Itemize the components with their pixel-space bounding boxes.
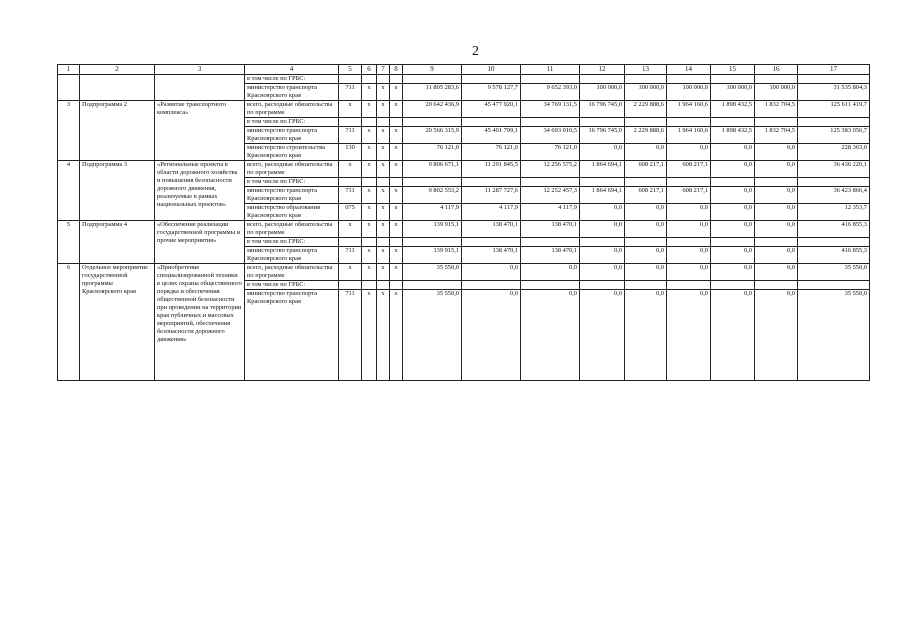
column-header: 11 <box>521 65 580 75</box>
table-row <box>58 161 870 178</box>
value-cell: 0,0 <box>711 144 755 161</box>
value-cell: 228 363,0 <box>798 144 870 161</box>
value-cell: х <box>390 264 403 281</box>
value-cell <box>339 178 362 187</box>
value-cell: х <box>390 221 403 238</box>
column-header: 2 <box>80 65 155 75</box>
program-name-cell: Подпрограмма 3 <box>80 161 155 221</box>
value-cell: 0,0 <box>667 247 711 264</box>
table-row <box>58 75 870 84</box>
value-cell: 1 898 432,5 <box>711 101 755 118</box>
column-header: 3 <box>155 65 245 75</box>
column-header: 17 <box>798 65 870 75</box>
value-cell: 711 <box>339 84 362 101</box>
value-cell: 0,0 <box>711 204 755 221</box>
value-cell: 9 806 671,1 <box>403 161 462 178</box>
description-cell: министерство транспорта Красноярского края <box>245 290 339 381</box>
value-cell: 76 121,0 <box>403 144 462 161</box>
value-cell: х <box>377 144 390 161</box>
value-cell: х <box>362 264 377 281</box>
value-cell <box>711 75 755 84</box>
description-cell: министерство образования Красноярского края <box>245 204 339 221</box>
value-cell: 1 832 704,5 <box>755 101 798 118</box>
value-cell <box>711 281 755 290</box>
value-cell: х <box>390 144 403 161</box>
value-cell <box>580 281 625 290</box>
program-title-cell: «Региональные проекты в области дорожного хозяйства и повышения безопасности дорожного движения, реализуемые в рамках национальных проектов» <box>155 161 245 221</box>
value-cell <box>667 75 711 84</box>
value-cell: 2 229 888,6 <box>625 101 667 118</box>
value-cell <box>755 118 798 127</box>
value-cell <box>580 238 625 247</box>
value-cell: х <box>362 144 377 161</box>
value-cell <box>625 281 667 290</box>
value-cell: 0,0 <box>580 290 625 381</box>
column-header: 5 <box>339 65 362 75</box>
description-cell: министерство транспорта Красноярского края <box>245 84 339 101</box>
value-cell <box>390 281 403 290</box>
program-name-cell: Подпрограмма 2 <box>80 101 155 161</box>
value-cell: х <box>339 161 362 178</box>
value-cell: 608 217,1 <box>625 161 667 178</box>
description-cell: министерство транспорта Красноярского края <box>245 187 339 204</box>
value-cell: 416 855,3 <box>798 247 870 264</box>
description-cell: всего, расходные обязательства по программе <box>245 161 339 178</box>
value-cell: 0,0 <box>711 187 755 204</box>
value-cell: х <box>362 101 377 118</box>
program-title-cell: «Приобретение специализированной техники в целях охраны общественного порядка и обеспечения общественной безопасности при проведении на территории края публичных и массовых мероприятий, обеспечения безопасности дорожного движения» <box>155 264 245 381</box>
value-cell: 31 535 804,3 <box>798 84 870 101</box>
value-cell: 1 964 160,6 <box>667 101 711 118</box>
description-cell: в том числе по ГРБС: <box>245 281 339 290</box>
value-cell: 36 423 866,4 <box>798 187 870 204</box>
value-cell: х <box>362 187 377 204</box>
value-cell: 138 470,1 <box>521 247 580 264</box>
value-cell: х <box>377 101 390 118</box>
description-cell: министерство строительства Красноярского края <box>245 144 339 161</box>
value-cell: х <box>362 247 377 264</box>
value-cell: 0,0 <box>667 144 711 161</box>
value-cell <box>462 178 521 187</box>
value-cell <box>339 238 362 247</box>
table-row <box>58 101 870 118</box>
value-cell <box>403 178 462 187</box>
value-cell <box>521 118 580 127</box>
value-cell <box>362 118 377 127</box>
table-header <box>58 65 870 75</box>
value-cell <box>580 118 625 127</box>
value-cell: 138 470,1 <box>462 247 521 264</box>
column-header: 9 <box>403 65 462 75</box>
value-cell <box>462 281 521 290</box>
value-cell: х <box>377 290 390 381</box>
value-cell <box>625 75 667 84</box>
value-cell: 711 <box>339 127 362 144</box>
value-cell <box>798 281 870 290</box>
value-cell <box>362 75 377 84</box>
value-cell: 138 470,1 <box>521 221 580 238</box>
value-cell: 125 611 419,7 <box>798 101 870 118</box>
table-body <box>58 75 870 381</box>
column-header: 4 <box>245 65 339 75</box>
value-cell <box>521 75 580 84</box>
value-cell: 0,0 <box>521 264 580 281</box>
value-cell: 125 383 056,7 <box>798 127 870 144</box>
value-cell: х <box>362 221 377 238</box>
program-title-cell <box>155 75 245 101</box>
value-cell: 608 217,1 <box>625 187 667 204</box>
value-cell: х <box>390 84 403 101</box>
value-cell <box>755 75 798 84</box>
value-cell <box>755 238 798 247</box>
program-title-cell: «Развитие транспортного комплекса» <box>155 101 245 161</box>
value-cell: 0,0 <box>625 221 667 238</box>
value-cell: х <box>362 161 377 178</box>
value-cell: 100 000,0 <box>580 84 625 101</box>
value-cell: 0,0 <box>462 290 521 381</box>
value-cell: х <box>390 247 403 264</box>
value-cell: 12 252 457,3 <box>521 187 580 204</box>
value-cell: 608 217,1 <box>667 187 711 204</box>
value-cell: 100 000,0 <box>625 84 667 101</box>
column-header: 1 <box>58 65 80 75</box>
value-cell <box>377 118 390 127</box>
value-cell <box>798 178 870 187</box>
value-cell: 35 550,0 <box>403 264 462 281</box>
column-header: 10 <box>462 65 521 75</box>
value-cell: 0,0 <box>667 264 711 281</box>
value-cell <box>580 75 625 84</box>
value-cell: 11 291 845,5 <box>462 161 521 178</box>
value-cell: 35 550,0 <box>798 264 870 281</box>
value-cell <box>625 118 667 127</box>
value-cell: х <box>390 290 403 381</box>
value-cell: 2 229 888,6 <box>625 127 667 144</box>
value-cell: 0,0 <box>625 204 667 221</box>
value-cell: 0,0 <box>521 290 580 381</box>
value-cell: х <box>377 221 390 238</box>
description-cell: в том числе по ГРБС: <box>245 75 339 84</box>
value-cell: 0,0 <box>711 247 755 264</box>
column-header: 15 <box>711 65 755 75</box>
value-cell: 1 898 432,5 <box>711 127 755 144</box>
value-cell: 1 832 704,5 <box>755 127 798 144</box>
value-cell: х <box>377 127 390 144</box>
value-cell: 0,0 <box>755 290 798 381</box>
value-cell: х <box>390 161 403 178</box>
value-cell <box>711 238 755 247</box>
description-cell: министерство транспорта Красноярского края <box>245 127 339 144</box>
value-cell: 0,0 <box>625 290 667 381</box>
value-cell: х <box>339 264 362 281</box>
program-title-cell: «Обеспечение реализации государственной программы и прочие мероприятия» <box>155 221 245 264</box>
value-cell: 34 769 131,5 <box>521 101 580 118</box>
value-cell <box>403 75 462 84</box>
row-number-cell: 5 <box>58 221 80 264</box>
value-cell <box>798 75 870 84</box>
value-cell: х <box>362 84 377 101</box>
column-header: 13 <box>625 65 667 75</box>
value-cell: 139 915,1 <box>403 221 462 238</box>
value-cell: 0,0 <box>667 221 711 238</box>
value-cell: 711 <box>339 247 362 264</box>
value-cell <box>667 281 711 290</box>
budget-table <box>57 64 870 381</box>
value-cell: х <box>339 101 362 118</box>
value-cell: 100 000,0 <box>667 84 711 101</box>
value-cell: х <box>377 264 390 281</box>
value-cell: 0,0 <box>580 204 625 221</box>
value-cell: 0,0 <box>462 264 521 281</box>
value-cell: 34 693 010,5 <box>521 127 580 144</box>
budget-table-wrapper <box>57 64 869 381</box>
value-cell: 12 353,7 <box>798 204 870 221</box>
value-cell <box>667 238 711 247</box>
description-cell: всего, расходные обязательства по программе <box>245 264 339 281</box>
value-cell <box>377 238 390 247</box>
row-number-cell: 3 <box>58 101 80 161</box>
value-cell: 20 642 436,9 <box>403 101 462 118</box>
value-cell: 608 217,1 <box>667 161 711 178</box>
column-header: 14 <box>667 65 711 75</box>
value-cell: 0,0 <box>667 204 711 221</box>
value-cell <box>580 178 625 187</box>
value-cell <box>362 281 377 290</box>
value-cell <box>403 118 462 127</box>
column-header: 7 <box>377 65 390 75</box>
description-cell: в том числе по ГРБС: <box>245 238 339 247</box>
table-row <box>58 221 870 238</box>
value-cell <box>798 238 870 247</box>
value-cell: 0,0 <box>755 161 798 178</box>
program-name-cell: Отдельное мероприятие государственной программы Красноярского края <box>80 264 155 381</box>
value-cell: х <box>377 247 390 264</box>
value-cell: 711 <box>339 187 362 204</box>
value-cell <box>362 238 377 247</box>
value-cell: х <box>377 187 390 204</box>
value-cell: 76 121,0 <box>462 144 521 161</box>
value-cell <box>625 238 667 247</box>
value-cell: х <box>377 84 390 101</box>
value-cell: 4 117,9 <box>521 204 580 221</box>
value-cell: 20 566 315,9 <box>403 127 462 144</box>
value-cell: 45 477 920,1 <box>462 101 521 118</box>
value-cell: 075 <box>339 204 362 221</box>
value-cell: 0,0 <box>625 264 667 281</box>
value-cell: 0,0 <box>667 290 711 381</box>
value-cell <box>339 118 362 127</box>
value-cell: х <box>377 161 390 178</box>
value-cell: 9 578 127,7 <box>462 84 521 101</box>
value-cell: 0,0 <box>580 144 625 161</box>
row-number-cell: 4 <box>58 161 80 221</box>
value-cell <box>798 118 870 127</box>
value-cell: 12 256 575,2 <box>521 161 580 178</box>
value-cell <box>390 118 403 127</box>
program-name-cell: Подпрограмма 4 <box>80 221 155 264</box>
value-cell: 1 964 160,6 <box>667 127 711 144</box>
table-row <box>58 264 870 281</box>
value-cell: 100 000,0 <box>711 84 755 101</box>
value-cell: 0,0 <box>711 290 755 381</box>
program-name-cell <box>80 75 155 101</box>
value-cell: 0,0 <box>755 247 798 264</box>
value-cell: 16 796 745,0 <box>580 101 625 118</box>
value-cell: х <box>390 101 403 118</box>
row-number-cell <box>58 75 80 101</box>
value-cell <box>377 178 390 187</box>
value-cell <box>403 238 462 247</box>
value-cell <box>362 178 377 187</box>
value-cell <box>377 75 390 84</box>
value-cell: 76 121,0 <box>521 144 580 161</box>
value-cell: х <box>362 290 377 381</box>
value-cell: х <box>377 204 390 221</box>
value-cell <box>462 118 521 127</box>
value-cell: х <box>390 127 403 144</box>
description-cell: в том числе по ГРБС: <box>245 178 339 187</box>
value-cell: 0,0 <box>711 264 755 281</box>
value-cell: 0,0 <box>755 221 798 238</box>
column-header: 6 <box>362 65 377 75</box>
value-cell: 0,0 <box>755 144 798 161</box>
value-cell: 36 436 220,1 <box>798 161 870 178</box>
value-cell: 9 652 393,0 <box>521 84 580 101</box>
page-number: 2 <box>472 44 479 59</box>
column-header: 16 <box>755 65 798 75</box>
value-cell <box>521 281 580 290</box>
value-cell <box>390 178 403 187</box>
value-cell: х <box>390 187 403 204</box>
value-cell: 0,0 <box>755 264 798 281</box>
description-cell: министерство транспорта Красноярского края <box>245 247 339 264</box>
value-cell: 0,0 <box>755 204 798 221</box>
value-cell: 0,0 <box>580 247 625 264</box>
value-cell: 4 117,9 <box>403 204 462 221</box>
value-cell: 130 <box>339 144 362 161</box>
value-cell: 0,0 <box>755 187 798 204</box>
value-cell: 711 <box>339 290 362 381</box>
value-cell: 0,0 <box>711 221 755 238</box>
value-cell: 0,0 <box>580 221 625 238</box>
value-cell: 0,0 <box>625 247 667 264</box>
value-cell: 16 796 745,0 <box>580 127 625 144</box>
value-cell <box>755 178 798 187</box>
value-cell: 11 805 283,6 <box>403 84 462 101</box>
value-cell <box>711 178 755 187</box>
value-cell <box>755 281 798 290</box>
header-row <box>58 65 870 75</box>
value-cell <box>462 238 521 247</box>
value-cell <box>390 75 403 84</box>
value-cell <box>625 178 667 187</box>
value-cell: 1 864 694,1 <box>580 161 625 178</box>
row-number-cell: 6 <box>58 264 80 381</box>
value-cell <box>521 238 580 247</box>
value-cell <box>462 75 521 84</box>
value-cell: 139 915,1 <box>403 247 462 264</box>
value-cell: 0,0 <box>580 264 625 281</box>
value-cell: 0,0 <box>711 161 755 178</box>
value-cell: 4 117,9 <box>462 204 521 221</box>
value-cell <box>667 118 711 127</box>
description-cell: всего, расходные обязательства по программе <box>245 221 339 238</box>
value-cell <box>711 118 755 127</box>
description-cell: в том числе по ГРБС: <box>245 118 339 127</box>
value-cell <box>377 281 390 290</box>
value-cell <box>521 178 580 187</box>
value-cell <box>339 75 362 84</box>
value-cell: 416 855,3 <box>798 221 870 238</box>
value-cell: х <box>390 204 403 221</box>
value-cell: 11 287 727,6 <box>462 187 521 204</box>
column-header: 12 <box>580 65 625 75</box>
value-cell: х <box>339 221 362 238</box>
value-cell <box>339 281 362 290</box>
value-cell: 0,0 <box>625 144 667 161</box>
value-cell: х <box>362 127 377 144</box>
value-cell: х <box>362 204 377 221</box>
value-cell <box>667 178 711 187</box>
value-cell: 35 550,0 <box>798 290 870 381</box>
value-cell: 9 802 553,2 <box>403 187 462 204</box>
column-header: 8 <box>390 65 403 75</box>
value-cell: 35 550,0 <box>403 290 462 381</box>
value-cell: 1 864 694,1 <box>580 187 625 204</box>
value-cell <box>403 281 462 290</box>
value-cell: 45 401 799,1 <box>462 127 521 144</box>
value-cell <box>390 238 403 247</box>
description-cell: всего, расходные обязательства по программе <box>245 101 339 118</box>
value-cell: 100 000,0 <box>755 84 798 101</box>
value-cell: 138 470,1 <box>462 221 521 238</box>
